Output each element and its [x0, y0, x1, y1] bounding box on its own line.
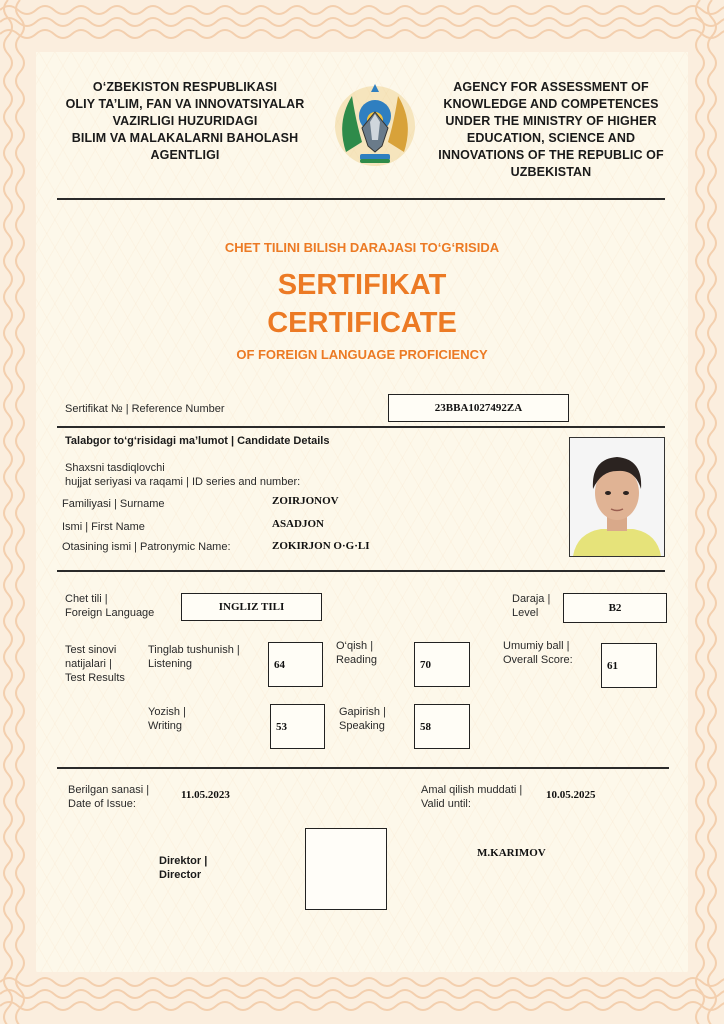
language-label-1: Chet tili | — [65, 593, 108, 605]
header-divider — [57, 198, 665, 200]
speaking-score: 58 — [414, 704, 470, 749]
valid-label-1: Amal qilish muddati | — [421, 784, 523, 796]
overall-label-1: Umumiy ball | — [503, 640, 570, 652]
results-label-3: Test Results — [65, 672, 125, 684]
firstname-label: Ismi | First Name — [62, 521, 145, 533]
divider-2 — [57, 570, 665, 572]
level-value: B2 — [563, 593, 667, 623]
issuer-uz: O‘ZBEKISTON RESPUBLIKASI OLIY TA’LIM, FAN VA INNOVATSIYALAR VAZIRLIGI HUZURIDAGI BILIM VA MALAKALARNI BAHOLASH AGENTLIGI — [65, 80, 305, 162]
issuer-en: AGENCY FOR ASSESSMENT OF KNOWLEDGE AND COMPETENCES UNDER THE MINISTRY OF HIGHER EDUCATION, SCIENCE AND INNOVATIONS OF THE REPUBLIC OF UZBEKISTAN — [438, 80, 664, 179]
surname-label: Familiyasi | Surname — [62, 498, 165, 510]
reference-label: Sertifikat № | Reference Number — [65, 403, 225, 415]
writing-score: 53 — [270, 704, 325, 749]
issue-date: 11.05.2023 — [181, 789, 230, 801]
listening-score: 64 — [268, 642, 323, 687]
surname-value: ZOIRJONOV — [272, 495, 339, 507]
firstname-value: ASADJON — [272, 518, 324, 530]
id-label-1: Shaxsni tasdiqlovchi — [65, 462, 165, 474]
title-subtitle: OF FOREIGN LANGUAGE PROFICIENCY — [236, 347, 488, 362]
language-label-2: Foreign Language — [65, 607, 155, 619]
overall-label-2: Overall Score: — [503, 654, 573, 666]
reading-label-2: Reading — [336, 654, 377, 666]
director-name: M.KARIMOV — [477, 847, 546, 859]
valid-date: 10.05.2025 — [546, 789, 596, 801]
title-certificate: CERTIFICATE — [267, 307, 457, 339]
state-emblem — [332, 82, 418, 170]
issue-label-1: Berilgan sanasi | — [68, 784, 150, 796]
reading-label-1: O‘qish | — [336, 640, 374, 652]
speaking-label-1: Gapirish | — [339, 706, 386, 718]
overall-score: 61 — [601, 643, 657, 688]
reading-score: 70 — [414, 642, 470, 687]
title-line: CHET TILINI BILISH DARAJASI TO‘G‘RISIDA — [224, 240, 500, 255]
reference-number: 23BBA1027492ZA — [388, 394, 569, 422]
listening-label-1: Tinglab tushunish | — [148, 644, 240, 656]
results-label-2: natijalari | — [65, 658, 112, 670]
valid-label-2: Valid until: — [421, 798, 471, 810]
listening-label-2: Listening — [148, 658, 193, 670]
speaking-label-2: Speaking — [339, 720, 385, 732]
level-label-1: Daraja | — [512, 593, 551, 605]
level-label-2: Level — [512, 607, 539, 619]
director-label: Direktor | Director — [159, 855, 208, 881]
signature-box — [305, 828, 387, 910]
results-label-1: Test sinovi — [65, 644, 117, 656]
writing-label-2: Writing — [148, 720, 183, 732]
patronymic-value: ZOKIRJON O·G·LI — [272, 540, 370, 552]
title-sertifikat: SERTIFIKAT — [277, 269, 447, 301]
divider-1 — [57, 426, 665, 428]
divider-3 — [57, 767, 669, 769]
writing-label-1: Yozish | — [148, 706, 186, 718]
id-label-2: hujjat seriyasi va raqami | ID series and number: — [65, 476, 301, 488]
language-value: INGLIZ TILI — [181, 593, 322, 621]
candidate-heading: Talabgor to‘g‘risidagi ma’lumot | Candidate Details — [65, 435, 330, 447]
candidate-photo — [569, 437, 665, 557]
issue-label-2: Date of Issue: — [68, 798, 136, 810]
patronymic-label: Otasining ismi | Patronymic Name: — [62, 541, 231, 553]
